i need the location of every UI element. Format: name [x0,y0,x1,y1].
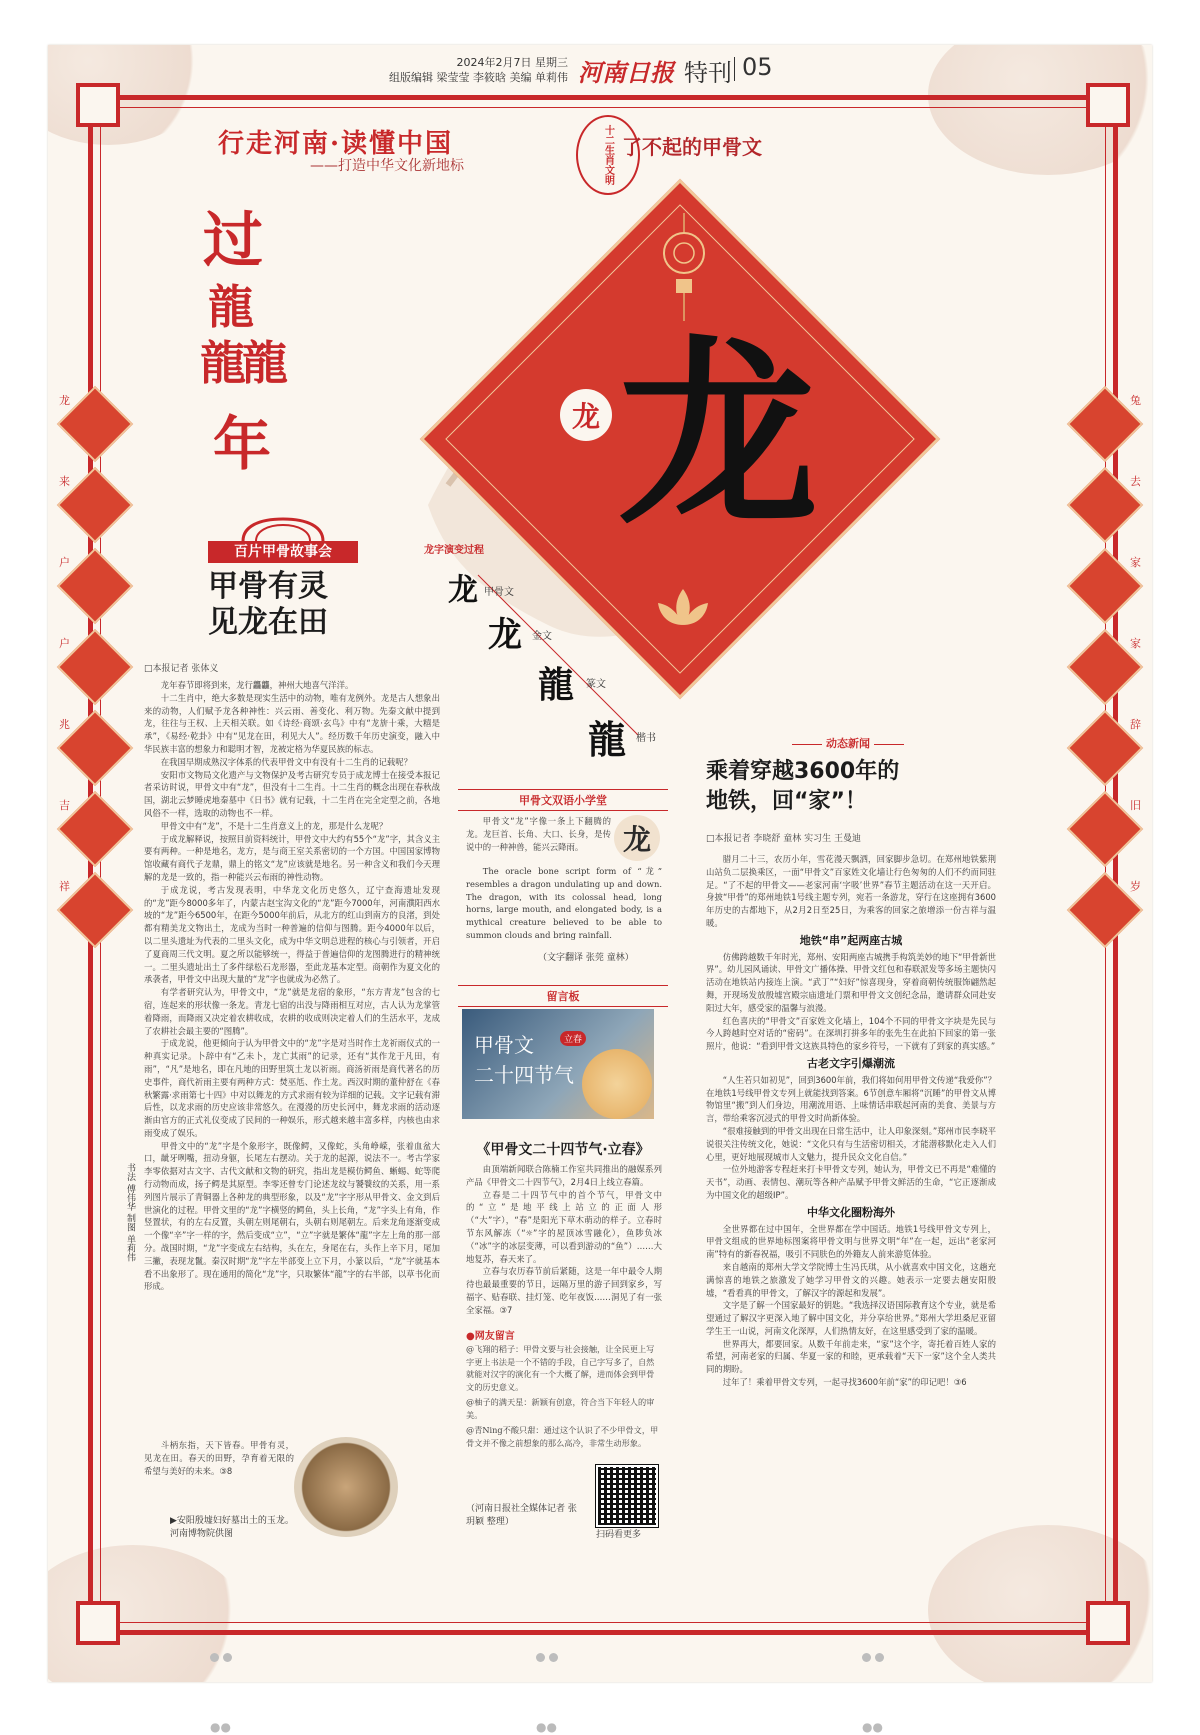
solar-term-banner [462,1009,654,1119]
news-byline: □本报记者 李晓舒 童林 实习生 王曼迪 [706,834,861,844]
news-paragraph: 全世界都在过中国年，全世界都在学中国话。地铁1号线甲骨文专列上，甲骨文组成的世界地标图案将甲骨文明与世界文明“年”在一起，远出“老家河南”特有的新春祝福，吸引不同肤色的外籍友人前来游览体验。 [706,1223,996,1260]
couplet-small-char: 辞 [1129,715,1142,733]
comments-list [466,1343,662,1452]
sub-slogan: ——打造中华文化新地标 [310,158,464,174]
dot [875,1653,884,1662]
evolution-title: 龙字演变过程 [424,545,484,556]
diamond-label: 龙 [560,389,612,441]
message-board-label: 留言板 [458,985,668,1007]
issue-date: 2024年2月7日 星期三 [456,56,568,69]
story-ending [144,1439,294,1511]
news-paragraph: “很难接触到的甲骨文出现在日常生活中，让人印象深刻。”郑州市民李晓平说很关注传统文化，她说：“文化只有与生活密切相关，才能潜移默化走入人们心里，更好地展现城市人文魅力，提升民众文化自信。” [706,1125,996,1162]
jade-dragon-photo [294,1437,398,1537]
news-paragraph: 世界再大，都要回家。从数千年前走来，“家”这个字，寄托着百姓人家的希望，河南老家的归属、华夏一家的和睦，更承载着“天下一家”这个全人类共同的期盼。 [706,1338,996,1375]
news-body [706,853,996,1613]
title-char-nian: 年 [213,410,272,478]
title-char-guo: 过 [203,206,263,276]
couplet-small-char: 祥 [58,877,71,895]
comment-item: @飞翔的稻子：甲骨文要与社会接触，让全民更上写字更上书法是一个不错的手段，自己字写多了，自然就能对汉字的演化有一个大概了解，进而体会到甲骨文的历史意义。 [466,1344,655,1392]
comment-item: @柚子的满天星：新颖有创意，符合当下年轻人的审美。 [466,1397,655,1420]
story-headline-line: 甲骨有灵 [208,569,328,604]
section-name: 特刊 [684,59,732,87]
news-paragraph: 仿佛跨越数千年时光，郑州、安阳两座古城携手构筑美妙的地下“甲骨新世界”。幼儿园风诵读、甲骨文广播体操、甲骨文红包和春联派发等多场主题快闪活动在地铁站内接连上演。“武丁”“妇好”惊喜现身，穿着商朝传统服饰翩然起舞，开现场发放殷墟宫殿宗庙遗址门票和甲骨文文创纪念品，邀请群众同赴安阳过大年，感受家的温馨与浪漫。 [706,951,996,1013]
bilingual-glyph: 龙 [614,815,660,861]
story-paragraph: 斗柄东指，天下皆春。甲骨有灵，见龙在田。春天的田野，孕育着无限的希望与美好的未来。③8 [144,1440,294,1476]
banner-text: 甲骨文 [474,1033,534,1057]
footer-dots-text: ●● [862,1720,883,1734]
news-paragraph: 一位外地游客专程赶来打卡甲骨文专列，她认为，甲骨文已不再是“难懂的天书”，动画、表情包、潮玩等各种产品赋予甲骨文鲜活的生命，“它正逐渐成为中国文化的超级IP”。 [706,1164,996,1200]
slogan: 行走河南·读懂中国 [218,129,454,159]
label-rule [874,744,904,745]
footer-dots-text: ●● [536,1720,557,1734]
title-char-long: 龍 [208,280,254,334]
paragraph: 立春是二十四节气中的首个节气，甲骨文中的“立”是地平线上站立的正面人形（“大”字），“春”是阳光下草木萌动的样子。立春时节东风解冻（“☼”字的屋顶冰雪融化），鱼陟负冰（“冰”字的冰层变薄，可以看到游动的“鱼”）……大地复苏，春天来了。 [466,1189,662,1264]
couplet-small-char: 旧 [1129,796,1142,814]
evolution-label-seal: 篆文 [586,679,606,690]
couplet-small-char: 户 [58,553,71,571]
message-board-credit: （河南日报社全媒体记者 张玥颖 整理） [466,1504,577,1527]
story-paragraph: 在我国早期成熟汉字体系的代表甲骨文中有没有十二生肖的记载呢？ [160,756,413,767]
dot [536,1653,545,1662]
story-byline: □本报记者 张体义 [144,664,219,674]
bilingual-en-text: The oracle bone script form of “龙” resembles a dragon undulating up and down. The dragon, with its colossal head, long horns, large mouth, and elongated body, is a mythical creature believed to be able to summon clouds and bring rainfall. [466,866,662,940]
evolution-label-regular: 楷书 [636,733,656,744]
page-number: 05 [742,53,773,81]
footer-dots-text: ●● [210,1720,231,1734]
page-dots [860,1647,886,1666]
story-body [144,679,440,1439]
title-char-longlong: 龍龍 [200,336,284,390]
column-title: 了不起的甲骨文 [622,135,762,159]
message-board-title: 《甲骨文二十四节气·立春》 [476,1142,650,1158]
header-meta [348,55,568,85]
couplet-small-char: 兆 [58,715,71,733]
evolution-label-oracle: 甲骨文 [484,587,514,598]
bilingual-en [466,865,662,942]
page-dots [208,1647,234,1666]
story-paragraph: 龙年春节即将到来，龙行龘龘，神州大地喜气洋洋。 [160,680,354,690]
couplet-small-char: 吉 [58,796,71,814]
news-subheading: 古老文字引爆潮流 [807,1056,895,1070]
masthead-logo: 河南日报 [578,58,674,87]
message-board-body [466,1163,662,1321]
bilingual-cn [466,815,611,853]
paragraph: 立春与农历春节前后紧随，这是一年中最令人期待也最最重要的节日，远隔万里的游子回到家乡，写福字、贴春联、挂灯笼、吃年夜饭……洞见了有一张全家福。③7 [466,1266,662,1315]
couplet-small-char: 户 [58,634,71,652]
header-divider [734,57,735,81]
dot [862,1653,871,1662]
couplet-small-char: 家 [1129,634,1142,652]
news-paragraph: 腊月二十三，农历小年，雪花漫天飘洒，回家脚步急切。在郑州地铁紫荆山站负二层换乘区，一面“甲骨文”百家姓文化墙让行色匆匆的人们不约而同驻足。“了不起的甲骨文——老家河南‘字吸’世界”春节主题活动在这一天开启。身披“甲骨”的郑州地铁1号线主题专列，宛若一条游龙，穿行在这座拥有3600年历史的古都地下，从2月2日至25日，为乘客的回家之旅增添一份吉祥与温暖。 [706,854,996,928]
side-credit: 书法 傅伟华 制图 单莉伟 [125,1163,135,1262]
news-paragraph: 文字是了解一个国家最好的钥匙。“我选择汉语国际教育这个专业，就是希望通过了解汉字更深入地了解中国文化，并分享给世界。”郑州大学坦桑尼亚留学生王一山说，河南文化深厚，人们热情友好，在这里感受到了家的温暖。 [706,1300,996,1336]
frame-corner [76,83,120,127]
footer-dots [210,1716,231,1735]
photo-caption: ▶安阳殷墟妇好墓出土的玉龙。河南博物院供图 [170,1516,294,1539]
story-headline [208,569,328,641]
news-label-text: 动态新闻 [826,737,870,750]
dot [210,1653,219,1662]
couplet-small-char: 去 [1129,472,1142,490]
footer-dots [862,1716,883,1735]
banner-decoration [582,1049,652,1119]
qr-caption: 扫码看更多 [596,1530,642,1540]
paragraph: 由顶端新闻联合陈楠工作室共同推出的融媒系列产品《甲骨文二十四节气》，2月4日上线立春篇。 [466,1164,662,1187]
dot [223,1653,232,1662]
dot [549,1653,558,1662]
story-section-label: 百片甲骨故事会 [208,541,358,563]
banner-text: 二十四节气 [474,1063,574,1087]
diamond-oracle-glyph: 龙 [617,317,818,552]
lotus-icon [648,585,718,631]
frame-corner [1086,1601,1130,1645]
evolution-glyph-bronze: 龙 [488,615,522,655]
couplet-small-char: 龙 [58,391,71,409]
news-paragraph: 红色喜庆的“甲骨文”百家姓文化墙上，104个不同的甲骨文字块是先民与今人跨越时空对话的“密码”。在深圳打拼多年的张先生在此拍下回家的第一张照片，他说：“看到甲骨文这族具特色的家乡符号，一下就有了到家的真实感。” [706,1015,996,1052]
couplet-small-char: 来 [58,472,71,490]
story-paragraph: 十二生肖中，绝大多数是现实生活中的动物，唯有龙例外。龙是古人想象出来的动物，人们赋予龙各种神性：兴云雨、善变化、利万物。先秦文献中提到龙，往往与王权、上天相关联。如《诗经·商颂·玄鸟》中有“龙旂十乘，大糦是承”，《易经·乾卦》中有“见龙在田，利见大人”。经历数千年历史演变，融入中华民族丰富的想象力和聪明才智，龙被定格为华夏民族的标志。 [144,692,440,754]
story-headline-line: 见龙在田 [208,605,328,640]
lantern-icon [654,213,714,323]
qr-code[interactable] [596,1465,658,1527]
comments-label: ●网友留言 [466,1331,515,1342]
news-headline-line: 地铁，回“家”！ [706,789,867,814]
news-headline-line: 乘着穿越3600年的 [706,759,900,784]
couplet-small-char: 岁 [1129,877,1142,895]
news-label [738,735,958,751]
story-paragraph: 甲骨文中有“龙”，不是十二生肖意义上的龙，那是什么龙呢？ [160,820,388,831]
news-subheading: 地铁“串”起两座古城 [799,933,903,947]
news-paragraph: 过年了！乘着甲骨文专列，一起寻找3600年前“家”的印记吧！③6 [722,1377,967,1388]
footer-dots [536,1716,557,1735]
frame-corner [1086,83,1130,127]
evolution-glyph-oracle: 龙 [448,573,478,608]
bilingual-credit: （文字翻译 张莞 童林） [538,953,634,963]
page-dots [534,1647,560,1666]
editor-credits: 组版编辑 梁莹莹 李筱晗 美编 单莉伟 [389,71,568,84]
news-paragraph: 来自越南的郑州大学文学院博士生冯氏琪，从小就喜欢中国文化，这趟充满惊喜的地铁之旅激发了她学习甲骨文的兴趣。她表示一定要去趟安阳殷墟，“看看真的甲骨文，了解汉字的源起和发展”。 [706,1261,996,1298]
story-paragraph: 于成龙说，考古发现表明，中华龙文化历史悠久，辽宁查海遗址发现的“龙”距今8000多年了，内蒙古赵宝沟文化的“龙”距今7000年，河南濮阳西水坡的“龙”距今6500年，在距今5000年前后，从北方的红山到南方的良渚，到处都有精美龙文物出土，龙成为当时一种普遍的信仰与图腾。距今4000年以后，以二里头遗址为代表的二里头文化，成为中华文明总进程的核心与引领者，开启了夏商周三代文明。夏之所以能够统一，得益于普遍信仰的龙图腾进行的精神统一。二里头遗址出土了多件绿松石龙形器，至此龙基本定型。商朝作为夏文化的承袭者，甲骨文中出现大量的“龙”字也就成为必然了。 [144,884,440,985]
bilingual-cn-text: 甲骨文“龙”字像一条上下翻腾的龙。龙巨首、长角、大口、长身，是传说中的一种神兽，能兴云降雨。 [466,816,611,852]
evolution-glyph-regular: 龍 [588,717,627,762]
story-paragraph: 于成龙说，他更倾向于认为甲骨文中的“龙”字是对当时作土龙祈雨仪式的一种真实记录。卜辞中有“乙未卜，龙亡其雨”的记录，还有“其作龙于凡田，有雨”，“凡”是地名，即在凡地的田野里筑土龙以祈雨。商汤祈雨是商代著名的历史事件，商代祈雨主要有两种方式：焚巫尪、作土龙。西汉时期的董仲舒在《春秋繁露·求雨第七十四》中对以舞龙的方式求雨有较为详细的记载。文字记载有滞后性，以龙求雨的历史应该非常悠久。在漫漫的历史长河中，舞龙求雨的活动逐渐由官方的正式礼仪变成了民间的一种娱乐，形式越来越丰富多样，内核也由求雨变成了娱乐。 [144,1038,440,1138]
news-subheading: 中华文化圈粉海外 [807,1205,895,1219]
cloud-ornament-icon [238,515,328,543]
news-paragraph: “人生若只如初见”，回到3600年前，我们将如何用甲骨文传递“我爱你”？在地铁1号线甲骨文专列上就能找到答案。6节创意车厢将“沉睡”的甲骨文从博物馆里“搬”到人们身边，用潮流用语、上味情话串联起河南的美食、美景与方言，带给乘客沉浸式的甲骨文时尚新体验。 [706,1074,996,1124]
story-paragraph: 有学者研究认为，甲骨文中，“龙”就是龙宿的象形，“东方青龙”包含的七宿，连起来的形状像一条龙。青龙七宿的出没与降雨相互对应，古人认为龙掌管着降雨，而降雨又决定着农耕收成，农耕的收成则决定着人们的生活水平，龙成了农耕社会最主要的“图腾”。 [144,987,440,1036]
comment-item: @青Ning不酸只甜：通过这个认识了不少甲骨文，甲骨文并不像之前想象的那么高冷，非常生动形象。 [466,1425,659,1448]
story-paragraph: 安阳市文物局文化遗产与文物保护及考古研究专员于成龙博士在接受本报记者采访时说，甲骨文中有“龙”，但没有十二生肖。十二生肖的概念出现在春秋战国，湖北云梦睡虎地秦墓中《日书》就有记载，十二生肖在完全定型之前，各地风俗不一样，选取的动物也不一样。 [144,769,440,818]
couplet-small-char: 兔 [1129,391,1142,409]
evolution-label-bronze: 金文 [532,631,552,642]
frame-corner [76,1601,120,1645]
label-rule [792,744,822,745]
evolution-glyph-seal: 龍 [538,664,575,706]
newspaper-page [48,45,1152,1682]
news-headline [706,757,899,817]
couplet-small-char: 家 [1129,553,1142,571]
banner-badge: 立春 [560,1031,586,1046]
bilingual-label: 甲骨文双语小学堂 [458,789,668,811]
seal-text: 十二生肖文明 [602,125,614,185]
story-paragraph: 甲骨文中的“龙”字是个象形字，既像鳄，又像蛇，头角峥嵘，张着血盆大口，龇牙咧嘴，扭动身躯，长尾左右摆动。关于龙的起源，说法不一。考古学家李零依据对古文字、古代文献和文物的研究，指出龙是模仿鳄鱼、蜥蜴、蛇等爬行动物而成，扬子鳄是其原型。李零还曾专门论述龙纹与饕餮纹的关系，用一系列图片展示了青铜器上各种龙的典型形象，以及“龙”字字形从甲骨文、金文到后世演化的过程。甲骨文里的“龙”字横竖的鳄鱼，头上长角，“龙”字头上有角，作竖置状，有的左右反置，头朝左则尾朝右，头朝右则尾朝左。后来龙角逐渐变成一个像“辛”字一样的字，然后变成“立”，“立”字就是繁体“龍”字左上角的那一部分。战国时期，“龙”字变成左右结构，头在左，身尾在右，头作上辛下月，尾加三撇，表现龙鬣。秦汉时期“龙”字左半部变上立下月，小篆以后，“龙”字就基本看不出象形了。现在通用的简化“龙”字，只取繁体“龍”字的右半部，以草书化而形成。 [144,1140,440,1292]
story-paragraph: 于成龙解释说，按照目前资料统计，甲骨文中大约有55个“龙”字，其含义主要有两种。一种是地名，龙方，是与商王室关系密切的一个方国。中国国家博物馆收藏有商代子龙鼎，鼎上的铭文“龙”应该就是地名。另一种含义和我们今天理解的龙是一致的，指一种能兴云布雨的神性动物。 [144,833,440,882]
